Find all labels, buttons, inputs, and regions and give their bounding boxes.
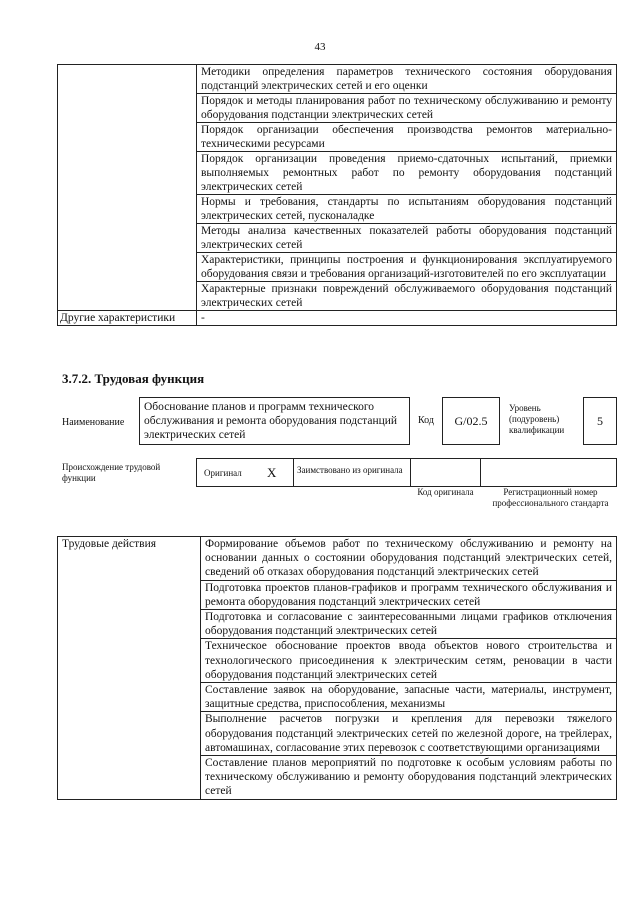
table-cell: Порядок и методы планирования работ по техническому обслуживанию и ремонту оборудования подстанции электрических сетей	[197, 94, 617, 123]
reg-number-box	[480, 458, 617, 487]
level-box: 5	[583, 397, 617, 445]
original-label: Оригинал	[204, 468, 242, 478]
borrowed-label: Заимствовано из оригинала	[297, 465, 403, 475]
function-name-box: Обоснование планов и программ технического обслуживания и ремонта оборудования подстанций электрических сетей	[139, 397, 410, 445]
function-code-box: G/02.5	[442, 397, 500, 445]
origin-code-caption: Код оригинала	[417, 487, 474, 497]
table-cell: Методики определения параметров технического состояния оборудования подстанций электрических сетей и его оценки	[197, 65, 617, 94]
table-cell: Составление планов мероприятий по подготовке к особым условиям работы по техническому обслуживанию и ремонту оборудования подстанций электрических сетей	[201, 756, 617, 800]
reg-number-caption: Регистрационный номер профессионального стандарта	[492, 487, 609, 508]
page-number: 43	[314, 41, 326, 53]
table-cell: Методы анализа качественных показателей работы оборудования подстанций электрических сетей	[197, 224, 617, 253]
table-cell: Техническое обоснование проектов ввода объектов нового строительства и технологического присоединения к электрическим сетям, реновации в части оборудования подстанций электрических сетей	[201, 639, 617, 683]
level-label: Уровень (подуровень) квалификации	[509, 403, 565, 435]
original-box	[196, 458, 294, 487]
table-row	[58, 311, 617, 326]
knowledge-table	[57, 64, 617, 326]
section-heading: 3.7.2. Трудовая функция	[62, 371, 205, 386]
name-label: Наименование	[62, 417, 125, 428]
table-cell: Порядок организации проведения приемо-сдаточных испытаний, приемки выполняемых ремонтных работ по ремонту оборудования подстанций электрических сетей	[197, 152, 617, 195]
table-cell: Формирование объемов работ по техническому обслуживанию и ремонту на основании данных о состоянии оборудования подстанций электрических сетей, сведений об отказах оборудования подстанций электрических сетей	[201, 537, 617, 581]
origin-code-box	[410, 458, 481, 487]
table-cell: Подготовка проектов планов-графиков и программ технического обслуживания и ремонта оборудования подстанций электрических сетей	[201, 580, 617, 609]
code-label: Код	[418, 415, 434, 426]
labour-actions-label: Трудовые действия	[58, 537, 201, 800]
table-cell: Нормы и требования, стандарты по испытаниям оборудования подстанций электрических сетей, пусконаладке	[197, 195, 617, 224]
other-characteristics-label: Другие характеристики	[58, 311, 197, 326]
table-cell: Составление заявок на оборудование, запасные части, материалы, инструмент, защитные средства, приспособления, механизмы	[201, 683, 617, 712]
original-mark: X	[267, 465, 277, 480]
table-row	[58, 537, 617, 581]
labour-actions-table	[57, 536, 617, 800]
table-row	[58, 65, 617, 94]
other-characteristics-value: -	[197, 311, 617, 326]
table-label-cell	[58, 65, 197, 311]
table-cell: Выполнение расчетов погрузки и крепления для перевозки тяжелого оборудования подстанций электрических сетей по железной дороге, на трейлерах, автомашинах, согласование этих перевозок с соответствующими организациями	[201, 712, 617, 756]
table-cell: Порядок организации обеспечения производства ремонтов материально-техническими ресурсами	[197, 123, 617, 152]
table-cell: Характеристики, принципы построения и функционирования эксплуатируемого оборудования связи и требования организаций-изготовителей по его эксплуатации	[197, 253, 617, 282]
origin-label: Происхождение трудовой функции	[62, 462, 161, 483]
borrowed-box	[293, 458, 411, 487]
table-cell: Подготовка и согласование с заинтересованными лицами графиков отключения оборудования подстанций электрических сетей	[201, 610, 617, 639]
table-cell: Характерные признаки повреждений обслуживаемого оборудования подстанций электрических сетей	[197, 282, 617, 311]
